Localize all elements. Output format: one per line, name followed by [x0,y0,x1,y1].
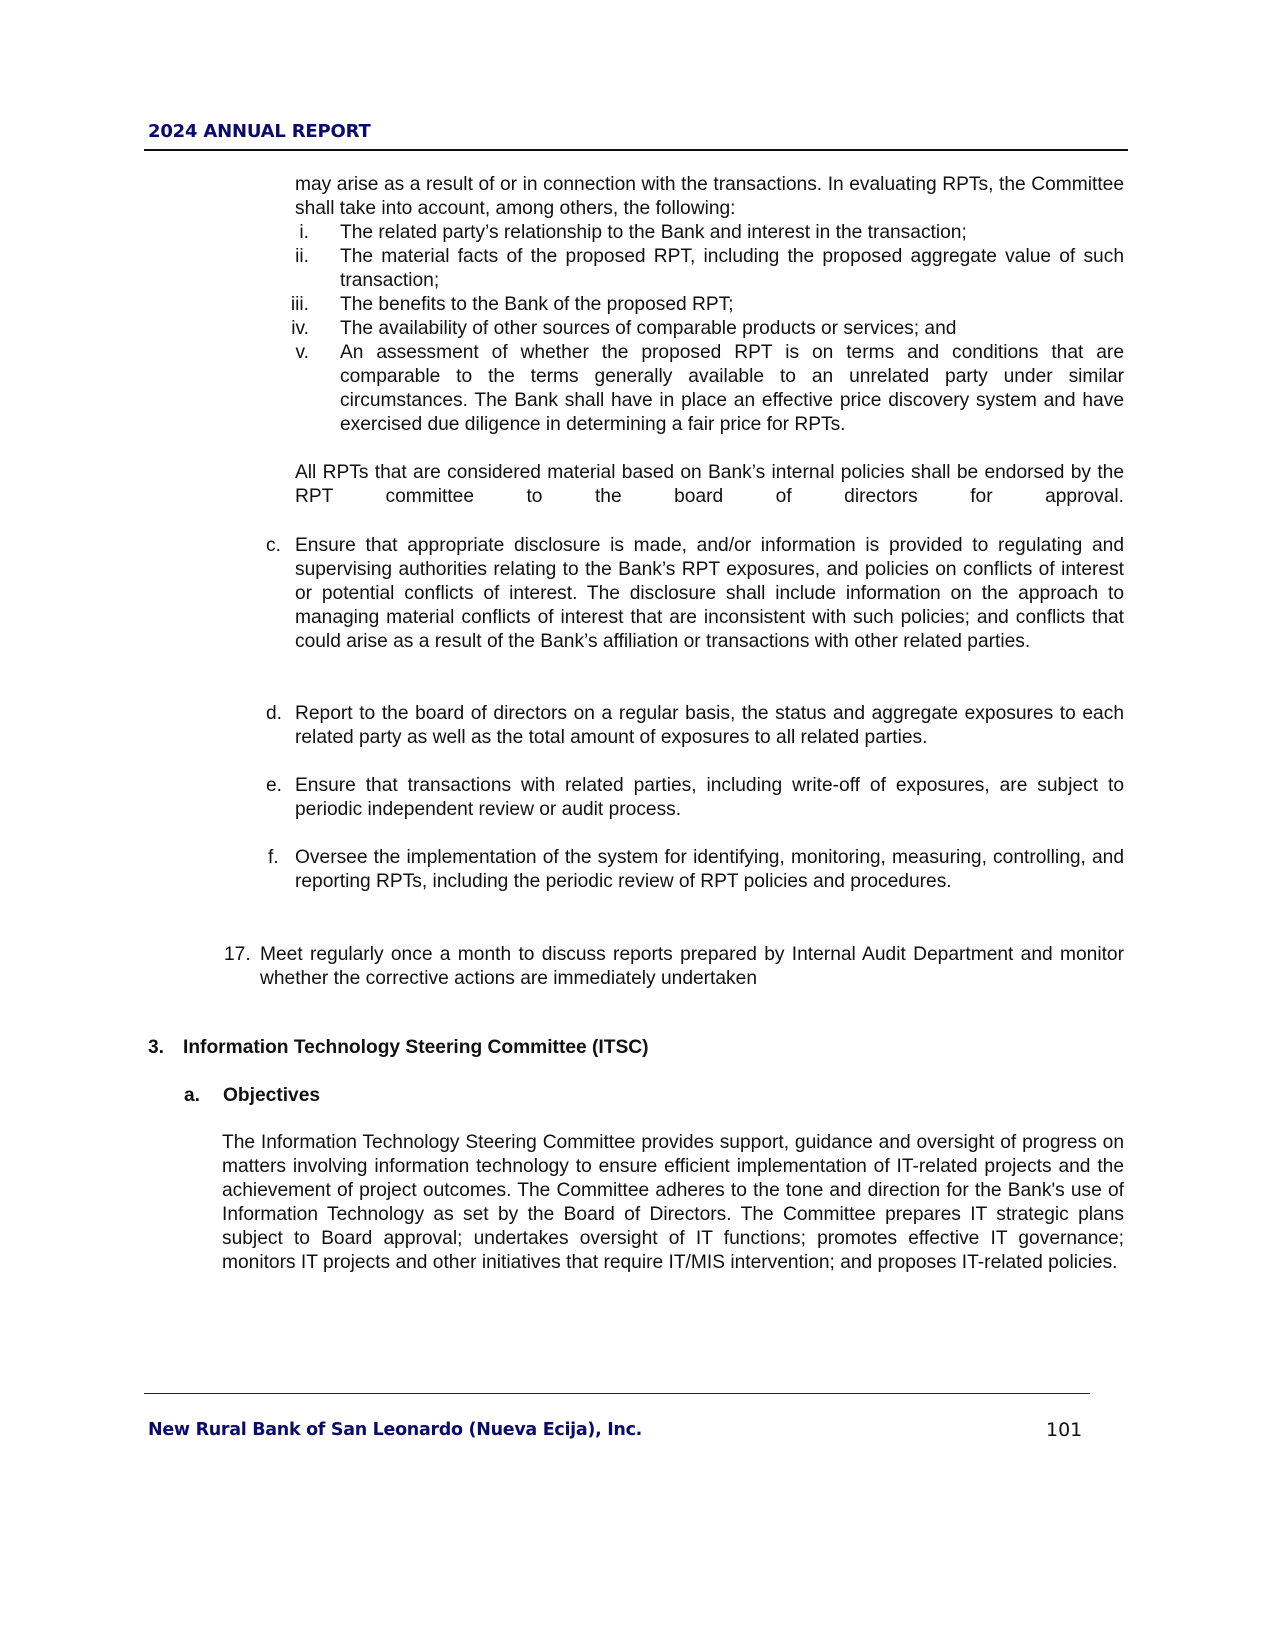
lettered-item-f: Oversee the implementation of the system for identifying, monitoring, measuring, controlling, and reporting RPTs, including the periodic review of RPT policies and procedures. [295,847,1124,892]
criteria-item: The related party’s relationship to the Bank and interest in the transaction; [340,222,967,243]
criteria-marker: i. [299,222,309,243]
header-divider [144,149,1128,151]
criteria-item: An assessment of whether the proposed RPT is on terms and conditions that are comparable to the terms generally available to an unrelated party under similar circumstances. The Bank shall have in place an effective price discovery system and have exercised due diligence in determining a fair price for RPTs. [340,342,1124,435]
report-header-title: 2024 ANNUAL REPORT [148,121,371,142]
criteria-item: The material facts of the proposed RPT, including the proposed aggregate value of such transaction; [340,246,1124,291]
section-heading: Information Technology Steering Committee (ITSC) [183,1037,649,1058]
page-number: 101 [1046,1419,1083,1441]
subsection-heading: Objectives [223,1085,321,1106]
item-marker: d. [266,703,283,724]
item-marker: c. [266,535,281,556]
numbered-item-17: Meet regularly once a month to discuss reports prepared by Internal Audit Department and monitor whether the corrective actions are immediately undertaken [260,944,1124,989]
item-marker: 17. [224,944,251,965]
intro-paragraph: may arise as a result of or in connection with the transactions. In evaluating RPTs, the Committee shall take into account, among others, the following: [295,174,1124,219]
criteria-marker: v. [295,342,309,363]
criteria-item: The benefits to the Bank of the proposed RPT; [340,294,734,315]
subsection-marker: a. [184,1085,201,1106]
lettered-item-e: Ensure that transactions with related parties, including write-off of exposures, are subject to periodic independent review or audit process. [295,775,1124,820]
item-marker: e. [266,775,283,796]
lettered-item-c: Ensure that appropriate disclosure is made, and/or information is provided to regulating and supervising authorities relating to the Bank’s RPT exposures, and policies on conflicts of interest or potential conflicts of interest. The disclosure shall include information on the approach to managing material conflicts of interest that are inconsistent with such policies; and conflicts that could arise as a result of the Bank’s affiliation or transactions with other related parties. [295,535,1124,652]
item-marker: f. [268,847,279,868]
objectives-paragraph: The Information Technology Steering Committee provides support, guidance and oversight of progress on matters involving information technology to ensure efficient implementation of IT-related projects and the achievement of project outcomes. The Committee adheres to the tone and direction for the Bank's use of Information Technology as set by the Board of Directors. The Committee prepares IT strategic plans subject to Board approval; undertakes oversight of IT functions; promotes effective IT governance; monitors IT projects and other initiatives that require IT/MIS intervention; and proposes IT-related policies. [222,1132,1124,1273]
criteria-marker: iii. [290,294,309,315]
criteria-item: The availability of other sources of comparable products or services; and [340,318,957,339]
criteria-marker: ii. [295,246,309,267]
lettered-item-d: Report to the board of directors on a regular basis, the status and aggregate exposures to each related party as well as the total amount of exposures to all related parties. [295,703,1124,748]
section-marker: 3. [148,1037,165,1058]
criteria-marker: iv. [291,318,309,339]
footer-divider [144,1393,1090,1394]
material-rpt-note: All RPTs that are considered material based on Bank’s internal policies shall be endorsed by the RPT committee to the board of directors for approval. [295,462,1124,507]
footer-organization: New Rural Bank of San Leonardo (Nueva Ecija), Inc. [148,1420,642,1440]
